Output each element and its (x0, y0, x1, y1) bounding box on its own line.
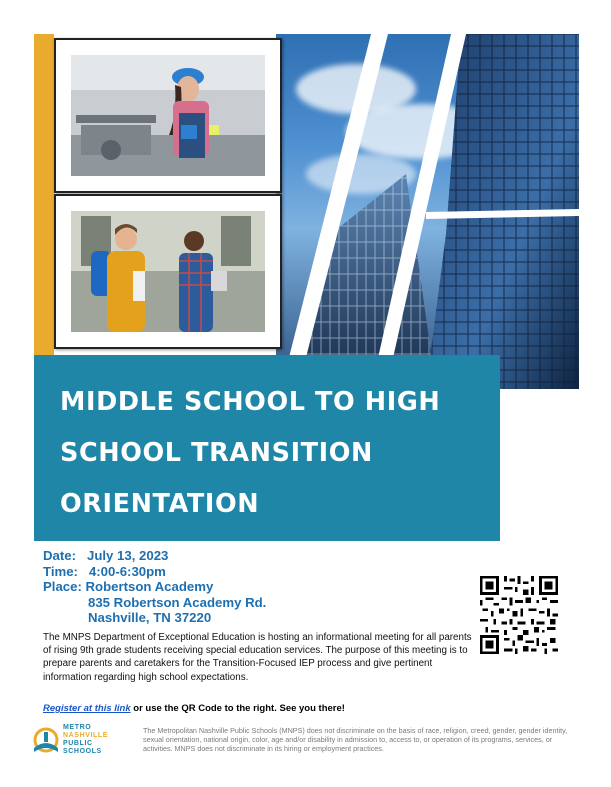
qr-code-icon[interactable] (480, 576, 558, 654)
address-line-1: 835 Robertson Academy Rd. (88, 594, 267, 610)
place-row (43, 579, 266, 595)
place-name: Robertson Academy (85, 579, 214, 594)
registration-line (43, 703, 345, 714)
logo-text (63, 724, 108, 756)
date-value: July 13, 2023 (86, 548, 169, 563)
mnps-logo-icon (30, 726, 62, 758)
title-line: SCHOOL TRANSITION (60, 438, 373, 468)
students-photo-frame (54, 194, 282, 349)
time-label: Time: (43, 563, 78, 579)
event-details (43, 548, 266, 626)
nondiscrimination-disclaimer: The Metropolitan Nashville Public Schools (MNPS) does not discriminate on the basis of race, religion, creed, gender, gender identity, sexual orientation, national origin, color, age and/or disability in admission to, access to, or operation of its programs, services, or activities. MNPS does not discriminate in its hiring or employment practices. (143, 726, 568, 754)
time-row (43, 564, 266, 580)
register-link[interactable]: Register at this link (43, 703, 131, 714)
event-description: The MNPS Department of Exceptional Education is hosting an informational meeting for all parents of rising 9th grade students receiving special education services. The purpose of this meeting is to prepare parents and caretakers for the Transition-Focused IEP process and give pertinent information regarding high school expectations. (43, 632, 472, 683)
registration-text: or use the QR Code to the right. See you there! (130, 703, 345, 714)
logo-line-schools: SCHOOLS (63, 748, 102, 755)
worker-photo (71, 55, 265, 176)
date-label: Date: (43, 548, 76, 563)
logo-line-nashville: NASHVILLE (63, 732, 109, 739)
place-label: Place: (43, 579, 82, 594)
worker-photo-frame (54, 38, 282, 193)
logo-line-metro: METRO (63, 724, 92, 731)
building-graphic (276, 34, 579, 389)
title-band (34, 355, 500, 541)
time-value: 4:00-6:30pm (88, 563, 166, 579)
students-photo (71, 211, 265, 332)
page-title (60, 377, 490, 530)
title-line: MIDDLE SCHOOL TO HIGH (60, 387, 441, 417)
date-row (43, 548, 266, 564)
address-line-2: Nashville, TN 37220 (88, 610, 212, 625)
gold-accent-bar (34, 34, 54, 364)
mnps-logo (30, 722, 126, 762)
title-line: ORIENTATION (60, 489, 260, 519)
logo-line-public: PUBLIC (63, 740, 93, 747)
skyscraper-image (276, 34, 579, 389)
hero-collage (34, 34, 579, 389)
